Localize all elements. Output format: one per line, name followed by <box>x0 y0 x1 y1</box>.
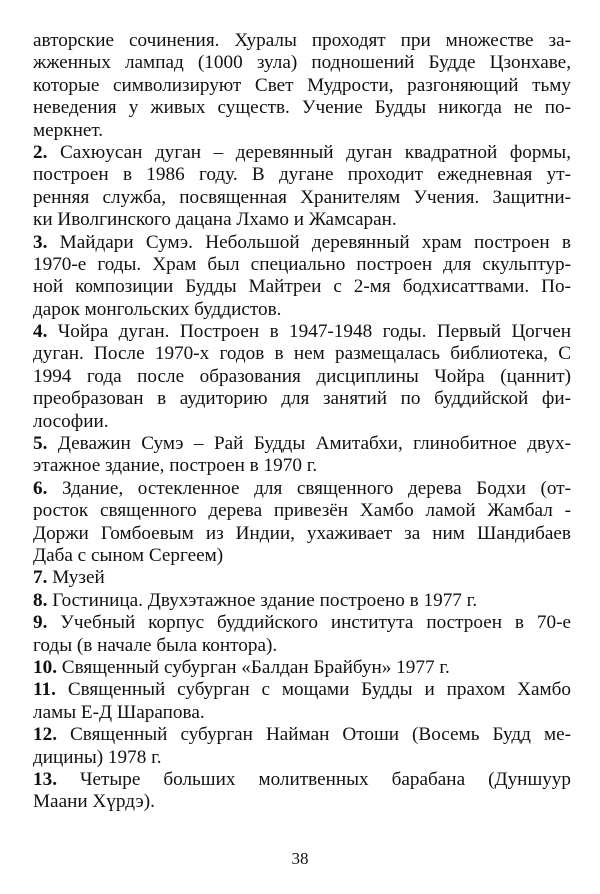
text-line: Деважин Сумэ – Рай Будды Амитабхи, глинобитное двух- <box>47 433 571 455</box>
text-line: ренняя служба, посвященная Хранителям Учения. Защитни- <box>33 186 571 208</box>
text-line: этажное здание, построен в 1970 г. <box>33 455 318 477</box>
text-line: дуган. После 1970-х годов в нем размещалась библиотека, С <box>33 343 571 365</box>
item-number: 5. <box>33 433 48 455</box>
text-line: 1994 года после образования дисциплины Чойра (цаннит) <box>33 365 571 387</box>
text-line: лософии. <box>33 410 109 432</box>
text-line: Здание, остекленное для священного дерева Бодхи (от- <box>47 477 571 499</box>
text-line: 1970-е годы. Храм был специально построен для скульптур- <box>33 253 571 275</box>
list-item-13 <box>33 769 571 814</box>
list-item-3 <box>33 232 571 322</box>
item-number: 11. <box>33 679 56 701</box>
text-line: Даба с сыном Сергеем) <box>33 544 224 566</box>
item-number: 2. <box>33 141 48 163</box>
intro-paragraph <box>33 30 571 142</box>
item-number: 6. <box>33 477 48 499</box>
list-item-7 <box>33 567 571 589</box>
text-line: годы (в начале была контора). <box>33 634 278 656</box>
item-number: 4. <box>33 321 48 343</box>
text-line: Майдари Сумэ. Небольшой деревянный храм построен в <box>47 231 571 253</box>
text-line: Музей <box>47 567 105 589</box>
text-line: Священный субурган с мощами Будды и прахом Хамбо <box>55 679 571 701</box>
item-number: 9. <box>33 612 48 634</box>
text-line: Четыре больших молитвенных барабана (Дуншуур <box>56 768 571 790</box>
text-line: дицины) 1978 г. <box>33 746 162 768</box>
list-item-8 <box>33 590 571 612</box>
item-number: 10. <box>33 656 57 678</box>
text-line: Гостиница. Двухэтажное здание построено в 1977 г. <box>47 589 478 611</box>
item-number: 7. <box>33 567 48 589</box>
item-number: 3. <box>33 231 48 253</box>
list-item-2 <box>33 142 571 232</box>
text-line: ки Иволгинского дацана Лхамо и Жамсаран. <box>33 209 397 231</box>
list-item-10 <box>33 657 571 679</box>
text-line: неведения у живых существ. Учение Будды никогда не по- <box>33 97 571 119</box>
text-line: Священный субурган Найман Отоши (Восемь Будд ме- <box>56 724 571 746</box>
text-line: меркнет. <box>33 119 104 141</box>
text-line: построен в 1986 году. В дугане проходит ежедневная ут- <box>33 164 571 186</box>
list-item-5 <box>33 433 571 478</box>
item-number: 8. <box>33 589 48 611</box>
text-line: ной композиции Будды Майтреи с 2-мя бодхисаттвами. По- <box>33 276 571 298</box>
page-number: 38 <box>291 849 309 868</box>
document-page <box>33 30 571 814</box>
text-line: дарок монгольских буддистов. <box>33 298 282 320</box>
item-number: 13. <box>33 768 57 790</box>
text-line: жженных лампад (1000 зула) подношений Будде Цзонхаве, <box>33 52 571 74</box>
text-line: Сахюусан дуган – деревянный дуган квадратной формы, <box>47 141 571 163</box>
list-item-6 <box>33 478 571 568</box>
text-line: Маани Хүрдэ). <box>33 791 155 813</box>
text-line: Учебный корпус буддийского института построен в 70-е <box>47 612 571 634</box>
list-item-12 <box>33 724 571 769</box>
text-line: ламы Е-Д Шарапова. <box>33 701 205 723</box>
text-line: росток священного дерева привезён Хамбо ламой Жамбал - <box>33 500 571 522</box>
text-line: Чойра дуган. Построен в 1947-1948 годы. Первый Цогчен <box>47 321 571 343</box>
text-line: Доржи Гомбоевым из Индии, ухаживает за ним Шандибаев <box>33 522 571 544</box>
text-line: Священный субурган «Балдан Брайбун» 1977 г. <box>56 656 450 678</box>
text-line: преобразован в аудиторию для занятий по буддийской фи- <box>33 388 571 410</box>
text-line: которые символизируют Свет Мудрости, разгоняющий тьму <box>33 74 571 96</box>
list-item-4 <box>33 321 571 433</box>
item-number: 12. <box>33 724 57 746</box>
list-item-11 <box>33 679 571 724</box>
list-item-9 <box>33 612 571 657</box>
text-line: авторские сочинения. Хуралы проходят при множестве за- <box>33 30 571 51</box>
